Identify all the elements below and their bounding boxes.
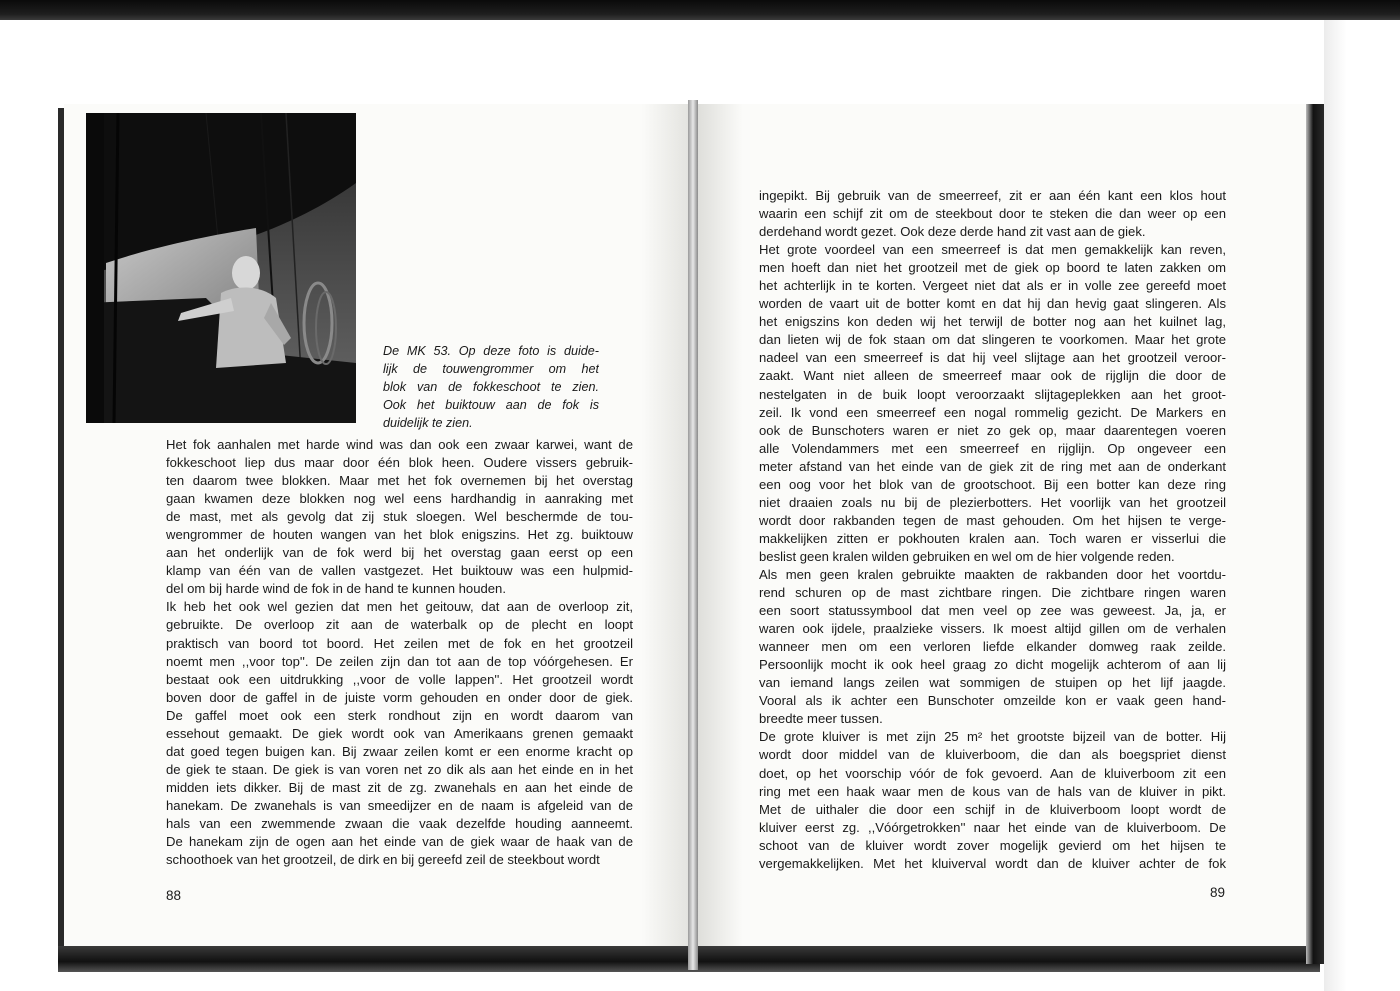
- body-text-line: doet, op het voorschip vóór de fok gevoerd. Aan de kluiverboom zit een: [759, 765, 1226, 781]
- left-page-body: [166, 436, 633, 869]
- body-text-line: alle Volendammers met een smeerreef en rijglijn. Op ongeveer een: [759, 440, 1226, 456]
- body-text-line: worden de vaart uit de botter komt en dat hij dan hevig gaat slingeren. Als: [759, 296, 1226, 312]
- body-text-line: dan lieten wij de fok staan om dat slingeren te voorkomen. Maar het grote: [759, 332, 1226, 348]
- body-text-line: boven door de gaffel in de juiste vorm gehouden en onder door de giek.: [166, 689, 633, 705]
- body-text-line: aan het onderlijk van de fok werd bij het overstag gaan eerst op een: [166, 545, 633, 561]
- body-text-line: rend schuren op de mast zichtbare ringen. Die zichtbare ringen waren: [759, 585, 1226, 601]
- body-text-line: breedte meer tussen.: [759, 711, 883, 727]
- body-text-line: Vooral als ik achter een Bunschoter omzeilde kon er vaak geen hand-: [759, 693, 1226, 709]
- body-text-line: De grote kluiver is met zijn 25 m² het grootste bijzeil van de botter. Hij: [759, 729, 1226, 745]
- body-text-line: van iemand langs zeilen wat sommigen de stuipen op het lijf jaagde.: [759, 675, 1226, 691]
- body-text-line: een soort statussymbool dat men veel op zee was geweest. Ja, ja, er: [759, 603, 1226, 619]
- body-text-line: Als men geen kralen gebruikte maakten de rakbanden door het voortdu-: [759, 566, 1226, 582]
- body-text-line: De gaffel moet ook een sterk rondhout zijn en wordt daarom van: [166, 707, 633, 723]
- caption-line: duidelijk te zien.: [383, 416, 473, 431]
- body-text-line: Het fok aanhalen met harde wind was dan ook een zwaar karwei, want de: [166, 437, 633, 452]
- body-text-line: hanekam. De zwanehals is van smeedijzer en de naam is afgeleid van de: [166, 797, 633, 813]
- body-text-line: Het grote voordeel van een smeerreef is dat men gemakkelijk kan reven,: [759, 242, 1226, 258]
- right-page-body: [759, 187, 1226, 873]
- book-right-edge: [1306, 104, 1324, 964]
- body-text-line: waren ook ijdele, praalzieke vissers. Ik moest altijd gillen om de verhalen: [759, 621, 1226, 637]
- page-number-right: 89: [1210, 885, 1226, 900]
- body-text-line: zeil. Ik vond een smeerreef een nogal rommelig gezicht. De Markers en: [759, 404, 1226, 420]
- scan-margin: [1324, 20, 1400, 991]
- body-text-line: ook de Bunschoters waren er niet zo gek op, maar daarentegen voeren: [759, 422, 1226, 438]
- body-text-line: de mast, met als gevolg dat zij stuk sloegen. Wel beschermde de tou-: [166, 509, 633, 525]
- body-text-line: schoot van de kluiver wordt zover mogelijk gevierd om het hijsen te: [759, 837, 1226, 853]
- body-text-line: waarin een schijf zit om de steekbout door te steken die dan weer op een: [759, 206, 1226, 222]
- body-text-line: ten daarom twee blokken. Maar met het fok overnemen bij het overstag: [166, 473, 633, 489]
- body-text-line: noemt men ,,voor top''. De zeilen zijn dan tot aan de top vóórgehesen. Er: [166, 653, 633, 669]
- caption-line: blok van de fokkeschoot te zien.: [383, 380, 599, 395]
- body-text-line: schoothoek van het grootzeil, de dirk en bij gereefd zeil de steekbout wordt: [166, 852, 600, 868]
- body-text-line: wanneer men om een verloren liefde elkander domweg raak zeilde.: [759, 639, 1226, 655]
- body-text-line: vergemakkelijken. Met het kluiverval wordt dan de kluiver achter de fok: [759, 855, 1226, 871]
- caption-line: De MK 53. Op deze foto is duide-: [383, 344, 599, 358]
- body-text-line: kluiver eerst zg. ,,Vóórgetrokken'' naar het einde van de kluiverboom. De: [759, 819, 1226, 835]
- boat-photo: [86, 113, 356, 423]
- photo-caption: [383, 344, 599, 434]
- book-spine: [688, 100, 698, 970]
- body-text-line: niet draaien zoals nu bij de plezierbotters. Het voorlijk van het grootzeil: [759, 494, 1226, 510]
- body-text-line: het enigszins kon deden wij het terwijl de botter nog aan het kuilnet lag,: [759, 314, 1226, 330]
- body-text-line: Met de uithaler die door een schijf in de kluiverboom loopt wordt de: [759, 801, 1226, 817]
- body-text-line: meter afstand van het einde van de giek zit de ring met aan de onderkant: [759, 458, 1226, 474]
- body-text-line: klamp van één van de vallen vastgezet. Het buiktouw was een hulpmid-: [166, 563, 633, 579]
- body-text-line: nadeel van een smeerreef is dat hij veel slijtage aan het grootzeil veroor-: [759, 350, 1226, 366]
- body-text-line: ring met een haak waar men de kous van de hals van de kluiver in pikt.: [759, 783, 1226, 799]
- body-text-line: zaakt. Want niet alleen de smeerreef maar ook de rijglijn die door de: [759, 368, 1226, 384]
- body-text-line: wengrommer de houten wangen van het blok enigszins. Het zg. buiktouw: [166, 527, 633, 543]
- body-text-line: fokkeschoot liep dus maar door één blok heen. Oudere vissers gebruik-: [166, 455, 633, 471]
- body-text-line: nestelgaten in de buik loopt veroorzaakt slijtageplekken aan het groot-: [759, 386, 1226, 402]
- body-text-line: De hanekam zijn de ogen aan het einde van de giek waar de haak van de: [166, 834, 633, 850]
- body-text-line: een oog voor het blok van de grootschoot. Bij een botter kan deze ring: [759, 476, 1226, 492]
- body-text-line: beslist geen kralen wilden gebruiken en wel om de hier volgende reden.: [759, 548, 1175, 564]
- body-text-line: ingepikt. Bij gebruik van de smeerreef, zit er aan één kant een klos hout: [759, 188, 1226, 203]
- body-text-line: hals van een zwemmende zwaan die vaak dezelfde houding aanneemt.: [166, 815, 633, 831]
- body-text-line: gebruikte. De overloop zit aan de waterbalk op de plecht en loopt: [166, 617, 633, 633]
- caption-line: lijk de touwengrommer om het: [383, 362, 599, 377]
- body-text-line: wordt door rakbanden tegen de mast gehouden. Om het hijsen te verge-: [759, 512, 1226, 528]
- caption-line: Ook het buiktouw aan de fok is: [383, 398, 599, 413]
- body-text-line: bestaat ook een uitdrukking ,,voor de volle lappen''. Het grootzeil wordt: [166, 671, 633, 687]
- body-text-line: essehout gemaakt. De giek wordt ook van Amerikaans grenen gemaakt: [166, 725, 633, 741]
- body-text-line: del om bij harde wind de fok in de hand te kunnen houden.: [166, 581, 506, 597]
- body-text-line: Persoonlijk mocht ik ook heel graag zo dicht mogelijk achterom of aan lij: [759, 657, 1226, 673]
- body-text-line: praktisch van boord tot boord. Het zeilen met de fok en het grootzeil: [166, 635, 633, 651]
- body-text-line: gaan kwamen deze blokken nog wel eens hardhandig in aanraking met: [166, 491, 633, 507]
- body-text-line: men hoeft dan niet het grootzeil met de giek op boord te laten zakken om: [759, 260, 1226, 276]
- body-text-line: wordt door middel van de kluiverboom, die dan als boegspriet dienst: [759, 747, 1226, 763]
- body-text-line: de giek te staan. De giek is van voren net zo dik als aan het einde en in het: [166, 761, 633, 777]
- boat-photo-image: [86, 113, 356, 423]
- scan-top-edge: [0, 0, 1400, 20]
- page-number-left: 88: [166, 888, 182, 903]
- body-text-line: het achterlijk in te korten. Vergeet niet dat als er in volle zee gereefd moet: [759, 278, 1226, 294]
- body-text-line: derdehand wordt gezet. Ook deze derde hand zit vast aan de giek.: [759, 224, 1146, 240]
- body-text-line: makkelijken zitten er pokhouten kralen aan. Toch waren er visserlui die: [759, 530, 1226, 546]
- body-text-line: dat goed tegen buigen kan. Bij zwaar zeilen komt er een enorme kracht op: [166, 743, 633, 759]
- body-text-line: Ik heb het ook wel gezien dat men het geitouw, dat aan de overloop zit,: [166, 599, 633, 615]
- body-text-line: midden iets dikker. Bij de mast zit de zg. zwanehals en aan het einde de: [166, 779, 633, 795]
